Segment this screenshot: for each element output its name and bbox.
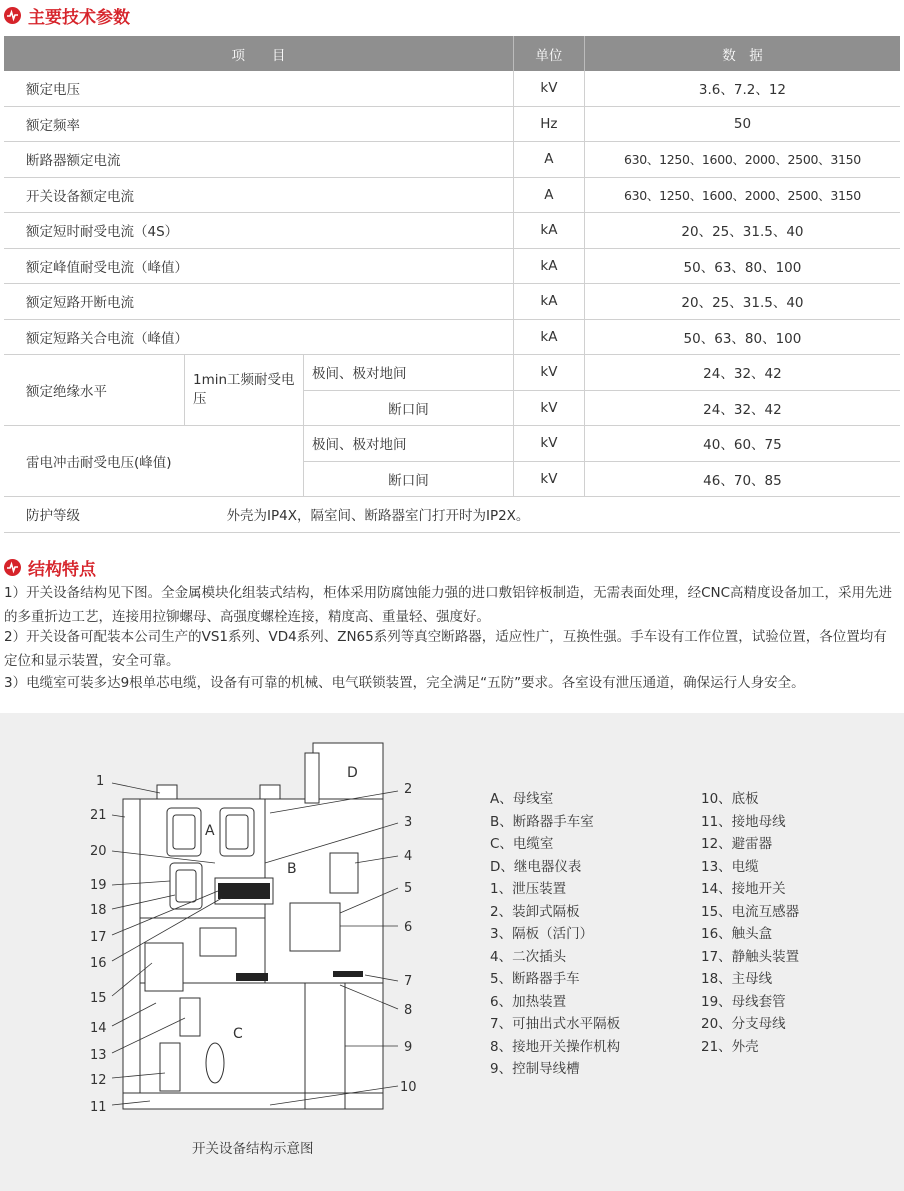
row-unit: A: [513, 142, 584, 178]
callout-7: 7: [404, 974, 413, 989]
callout-8: 8: [404, 1003, 413, 1018]
insulation-name: 额定绝缘水平: [4, 355, 185, 426]
lightning-name: 雷电冲击耐受电压(峰值): [4, 426, 304, 497]
row-unit: kV: [513, 71, 584, 106]
row-name: 断路器额定电流: [4, 142, 513, 178]
legend-column-1: [490, 788, 620, 1081]
sub-label: 断口间: [304, 461, 514, 497]
legend-item: 4、二次插头: [490, 948, 567, 965]
table-row: [4, 426, 900, 462]
callout-2: 2: [404, 782, 413, 797]
legend-column-2: [701, 788, 799, 1058]
legend-item: 8、接地开关操作机构: [490, 1038, 621, 1055]
row-unit: kV: [513, 355, 584, 391]
callout-6: 6: [404, 920, 413, 935]
table-row: [4, 142, 900, 178]
chamber-label-a: A: [205, 823, 215, 839]
header-data: 数 据: [584, 36, 900, 71]
callout-19: 19: [90, 878, 107, 893]
row-name: 额定电压: [4, 71, 513, 106]
callout-21: 21: [90, 808, 107, 823]
row-data: 40、60、75: [584, 426, 900, 462]
switchgear-diagram: [0, 713, 480, 1133]
callout-20: 20: [90, 844, 107, 859]
legend-item: D、继电器仪表: [490, 858, 582, 875]
callout-9: 9: [404, 1040, 413, 1055]
row-unit: kA: [513, 213, 584, 249]
legend-item: 5、断路器手车: [490, 971, 580, 987]
protection-name: 防护等级: [4, 497, 185, 533]
figure-caption: 开关设备结构示意图: [192, 1141, 314, 1157]
feature-paragraph: 1）开关设备结构见下图。全金属模块化组装式结构，柜体采用防腐蚀能力强的进口敷铝锌板制造，无需表面处理，经CNC高精度设备加工，采用先进的多重折边工艺，连接用拉铆螺母、高强度螺栓连接，精度高、重量轻、强度好。: [4, 585, 893, 625]
legend-item: 10、底板: [701, 791, 759, 807]
row-data: 46、70、85: [584, 461, 900, 497]
row-data: 24、32、42: [584, 355, 900, 391]
legend-item: 12、避雷器: [701, 836, 773, 852]
callout-4: 4: [404, 849, 413, 864]
row-data: 20、25、31.5、40: [584, 284, 900, 320]
legend-item: 16、触头盒: [701, 926, 773, 942]
legend-item: 13、电缆: [701, 858, 759, 875]
row-data: 50、63、80、100: [584, 248, 900, 284]
header-item: 项 目: [4, 36, 513, 71]
legend-item: 15、电流互感器: [701, 903, 800, 920]
callout-10: 10: [400, 1080, 417, 1095]
brand-logo-icon: [4, 7, 21, 24]
legend-item: 17、静触头装置: [701, 948, 800, 965]
callout-18: 18: [90, 903, 107, 918]
table-row: [4, 355, 900, 391]
callout-13: 13: [90, 1048, 107, 1063]
chamber-label-b: B: [287, 861, 297, 877]
section-heading-features: [4, 555, 96, 580]
protection-value: 外壳为IP4X，隔室间、断路器室门打开时为IP2X。: [185, 497, 901, 533]
chamber-label-d: D: [347, 765, 358, 781]
legend-item: 18、主母线: [701, 971, 773, 987]
row-unit: kV: [513, 426, 584, 462]
row-data: 3.6、7.2、12: [584, 71, 900, 106]
row-unit: kA: [513, 284, 584, 320]
legend-item: A、母线室: [490, 791, 554, 807]
table-row: [4, 213, 900, 249]
table-row: [4, 248, 900, 284]
callout-3: 3: [404, 815, 413, 830]
legend-item: 6、加热装置: [490, 993, 567, 1010]
row-unit: kV: [513, 461, 584, 497]
legend-item: 1、泄压装置: [490, 881, 567, 897]
legend-item: C、电缆室: [490, 836, 554, 852]
chamber-label-c: C: [233, 1026, 243, 1042]
row-data: 24、32、42: [584, 390, 900, 426]
row-name: 额定短路关合电流（峰值）: [4, 319, 513, 355]
table-row: [4, 284, 900, 320]
feature-paragraph: 3）电缆室可装多达9根单芯电缆，设备有可靠的机械、电气联锁装置，完全满足“五防”要求。各室设有泄压通道，确保运行人身安全。: [4, 675, 805, 691]
table-row: [4, 319, 900, 355]
callout-5: 5: [404, 881, 413, 896]
row-data: 630、1250、1600、2000、2500、3150: [584, 142, 900, 178]
row-data: 50、63、80、100: [584, 319, 900, 355]
callout-16: 16: [90, 956, 107, 971]
legend-item: 9、控制导线槽: [490, 1061, 580, 1077]
table-header-row: [4, 36, 900, 71]
legend-item: 19、母线套管: [701, 993, 786, 1010]
callout-1: 1: [96, 774, 105, 789]
row-name: 额定频率: [4, 106, 513, 142]
callout-17: 17: [90, 930, 107, 945]
legend-item: 2、装卸式隔板: [490, 903, 580, 920]
sub-label: 极间、极对地间: [304, 355, 514, 391]
row-data: 20、25、31.5、40: [584, 213, 900, 249]
row-name: 额定峰值耐受电流（峰值）: [4, 248, 513, 284]
section-heading-specs: [4, 3, 130, 28]
section-title: 主要技术参数: [28, 8, 130, 28]
row-name: 开关设备额定电流: [4, 177, 513, 213]
row-unit: kA: [513, 248, 584, 284]
header-unit: 单位: [513, 36, 584, 71]
legend-item: 20、分支母线: [701, 1016, 786, 1032]
row-name: 额定短时耐受电流（4S）: [4, 213, 513, 249]
legend-item: 14、接地开关: [701, 881, 786, 897]
callout-15: 15: [90, 991, 107, 1006]
spec-table: [4, 36, 900, 533]
row-name: 额定短路开断电流: [4, 284, 513, 320]
sub-label: 断口间: [304, 390, 514, 426]
brand-logo-icon: [4, 559, 21, 576]
row-unit: kA: [513, 319, 584, 355]
legend-item: B、断路器手车室: [490, 813, 594, 830]
row-unit: kV: [513, 390, 584, 426]
row-unit: A: [513, 177, 584, 213]
feature-paragraph: 2）开关设备可配装本公司生产的VS1系列、VD4系列、ZN65系列等真空断路器，适应性广，互换性强。手车设有工作位置，试验位置，各位置均有定位和显示装置，安全可靠。: [4, 629, 887, 669]
legend-item: 7、可抽出式水平隔板: [490, 1016, 621, 1032]
table-row: [4, 71, 900, 106]
table-row: [4, 106, 900, 142]
callout-12: 12: [90, 1073, 107, 1088]
row-data: 50: [584, 106, 900, 142]
legend-item: 11、接地母线: [701, 813, 786, 830]
table-row: [4, 497, 900, 533]
section-title: 结构特点: [28, 560, 96, 580]
callout-14: 14: [90, 1021, 107, 1036]
legend-item: 21、外壳: [701, 1038, 759, 1055]
legend-item: 3、隔板（活门）: [490, 926, 594, 942]
insulation-sub: 1min工频耐受电压: [185, 355, 304, 426]
table-row: [4, 177, 900, 213]
row-data: 630、1250、1600、2000、2500、3150: [584, 177, 900, 213]
row-unit: Hz: [513, 106, 584, 142]
callout-11: 11: [90, 1100, 107, 1115]
sub-label: 极间、极对地间: [304, 426, 514, 462]
